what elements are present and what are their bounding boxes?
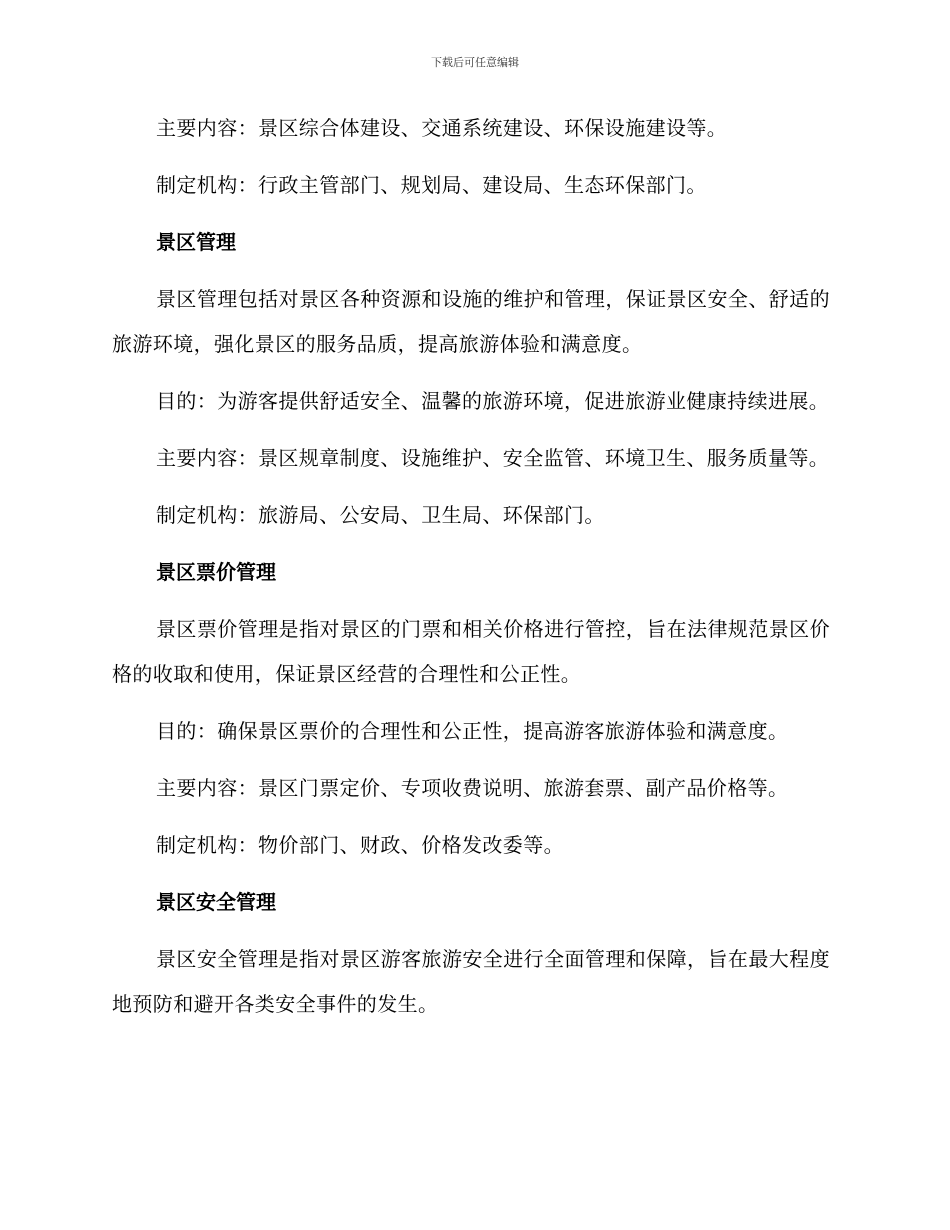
paragraph-ticket-purpose: 目的：确保景区票价的合理性和公正性，提高游客旅游体验和满意度。	[156, 719, 789, 743]
paragraph-main-content-construction: 主要内容：景区综合体建设、交通系统建设、环保设施建设等。	[156, 116, 728, 140]
paragraph-management-content: 主要内容：景区规章制度、设施维护、安全监管、环境卫生、服务质量等。	[156, 446, 830, 470]
paragraph-management-agencies: 制定机构：旅游局、公安局、卫生局、环保部门。	[156, 503, 605, 527]
document-body	[112, 106, 830, 1039]
section-heading-safety-management: 景区安全管理	[156, 890, 276, 914]
header-note: 下载后可任意编辑	[431, 56, 519, 69]
paragraph-agencies-construction: 制定机构：行政主管部门、规划局、建设局、生态环保部门。	[156, 173, 707, 197]
paragraph-management-purpose: 目的：为游客提供舒适安全、温馨的旅游环境，促进旅游业健康持续进展。	[156, 389, 830, 413]
paragraph-ticket-agencies: 制定机构：物价部门、财政、价格发改委等。	[156, 833, 564, 857]
paragraph-management-intro: 景区管理包括对景区各种资源和设施的维护和管理，保证景区安全、舒适的旅游环境，强化景区的服务品质，提高旅游体验和满意度。	[112, 287, 830, 356]
section-heading-ticket-management: 景区票价管理	[156, 560, 276, 584]
paragraph-safety-intro: 景区安全管理是指对景区游客旅游安全进行全面管理和保障，旨在最大程度地预防和避开各类安全事件的发生。	[112, 947, 830, 1016]
section-heading-scenic-management: 景区管理	[156, 230, 236, 254]
paragraph-ticket-content: 主要内容：景区门票定价、专项收费说明、旅游套票、副产品价格等。	[156, 776, 789, 800]
paragraph-ticket-intro: 景区票价管理是指对景区的门票和相关价格进行管控，旨在法律规范景区价格的收取和使用，保证景区经营的合理性和公正性。	[112, 617, 830, 686]
